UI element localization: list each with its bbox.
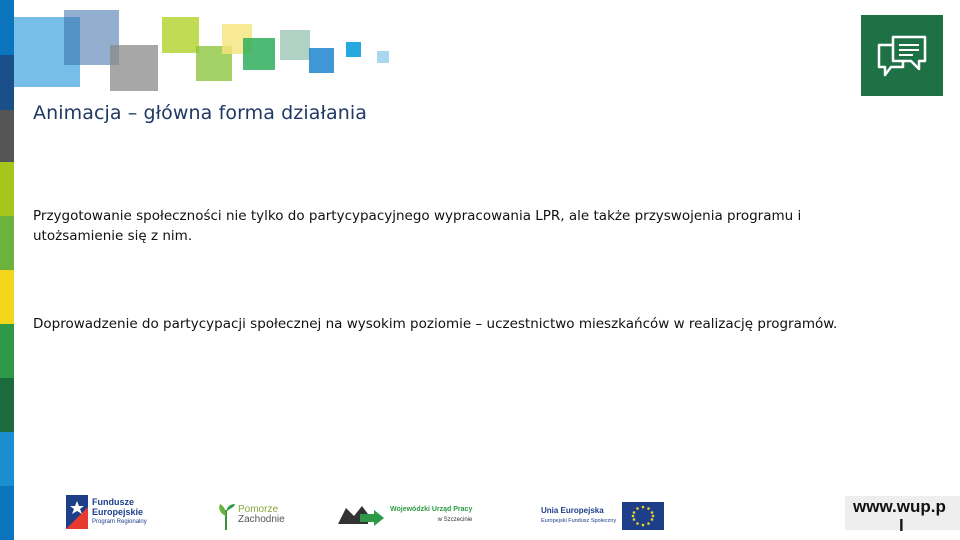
website-line2: l [899, 516, 904, 535]
plant-sprout-icon [216, 500, 236, 530]
logo-fundusze-line1: Fundusze [92, 497, 134, 507]
logo-pomorze-zachodnie [216, 500, 285, 530]
logo-fundusze-line3: Program Regionalny [92, 519, 147, 525]
logo-ue-line1: Unia Europejska [541, 506, 604, 515]
logo-wup-line2: w Szczecinie [437, 517, 473, 523]
logo-wup-line1: Wojewódzki Urząd Pracy [390, 506, 473, 513]
website-link[interactable] [853, 497, 960, 535]
website-line1: www.wup.p [853, 497, 946, 516]
logo-pomorze-line2: Zachodnie [238, 514, 285, 525]
speech-bubbles-icon [861, 15, 943, 96]
body-paragraph-1: Przygotowanie społeczności nie tylko do partycypacyjnego wypracowania LPR, ale także przyswojenia programu i utożsamienie się z nim. [33, 208, 802, 244]
body-paragraph-2: Doprowadzenie do partycypacji społecznej na wysokim poziomie – uczestnictwo mieszkańców w realizację programów. [33, 316, 838, 332]
fundusze-europejskie-emblem-icon [66, 495, 88, 529]
logo-fundusze-europejskie [66, 495, 147, 529]
logo-unia-europejska [541, 502, 664, 530]
slide-title: Animacja – główna forma działania [33, 102, 368, 124]
logo-ue-line2: Europejski Fundusz Społeczny [541, 518, 617, 524]
logo-fundusze-line2: Europejskie [92, 507, 144, 517]
eu-flag-icon [622, 502, 664, 530]
logo-wojewodzki-urzad-pracy [338, 502, 472, 528]
chat-icon-button[interactable] [861, 15, 943, 96]
wup-emblem-icon [338, 502, 384, 528]
logo-pomorze-line1: Pomorze [238, 504, 279, 515]
